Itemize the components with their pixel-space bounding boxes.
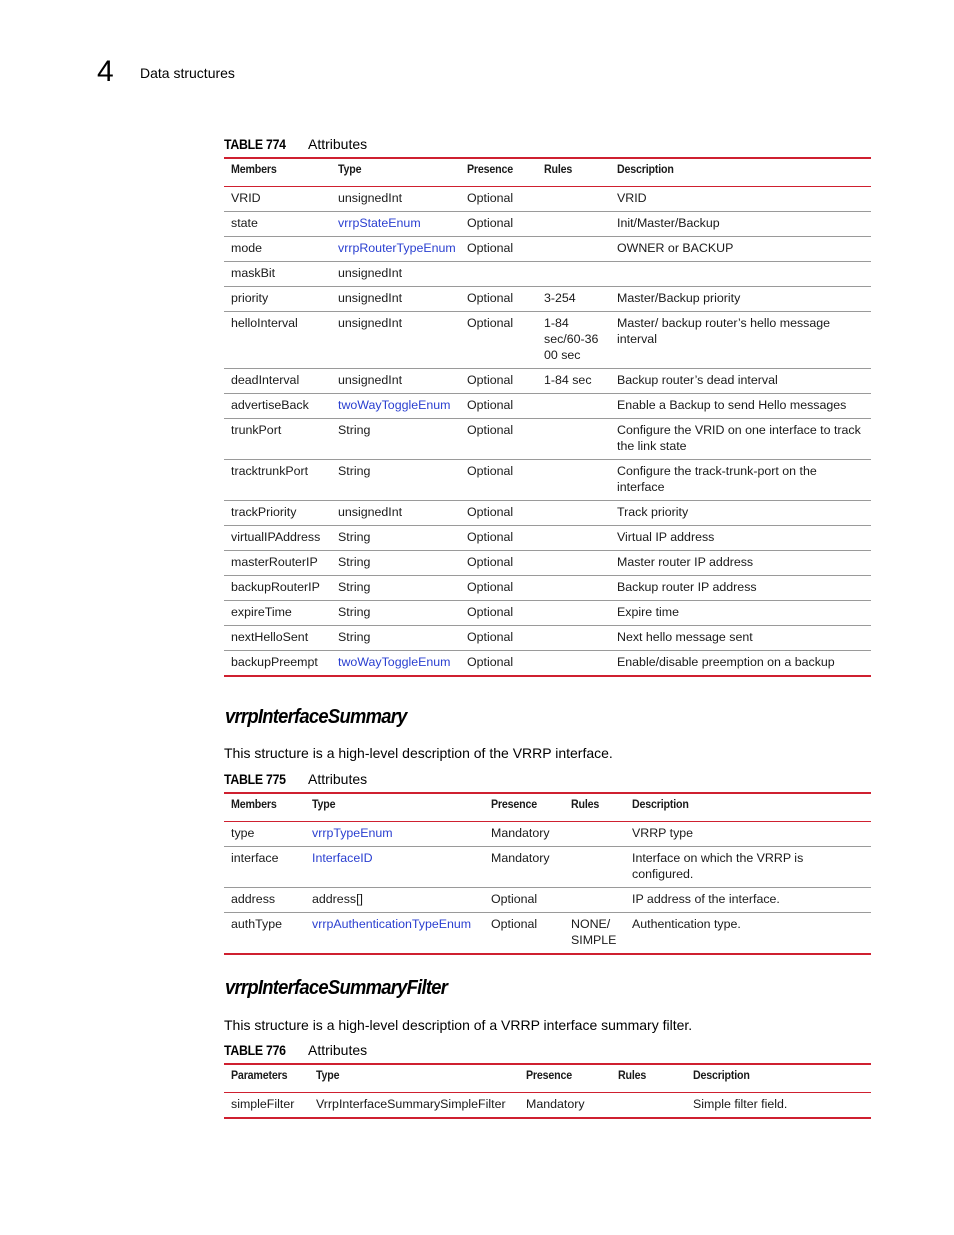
member-cell: address — [224, 888, 305, 913]
rules-cell: 3-254 — [537, 287, 610, 312]
column-header-label: Type — [316, 1068, 340, 1082]
presence-cell: Optional — [460, 526, 537, 551]
column-header-label: Description — [693, 1068, 750, 1082]
column-header-label: Members — [231, 162, 277, 176]
description-cell: Enable/disable preemption on a backup — [610, 651, 871, 677]
column-header — [331, 158, 460, 187]
rules-cell — [537, 187, 610, 212]
presence-cell: Optional — [460, 237, 537, 262]
member-cell: tracktrunkPort — [224, 460, 331, 501]
rules-cell — [537, 501, 610, 526]
table-row — [224, 526, 871, 551]
table-row — [224, 822, 871, 847]
column-header — [610, 158, 871, 187]
column-header — [611, 1064, 686, 1093]
member-cell: maskBit — [224, 262, 331, 287]
member-cell: trunkPort — [224, 419, 331, 460]
type-link[interactable]: twoWayToggleEnum — [338, 398, 451, 412]
description-cell: Next hello message sent — [610, 626, 871, 651]
column-header-label: Type — [312, 797, 336, 811]
type-cell: unsignedInt — [331, 501, 460, 526]
type-cell — [331, 394, 460, 419]
column-header-label: Description — [632, 797, 689, 811]
column-header — [305, 793, 484, 822]
type-link[interactable]: vrrpStateEnum — [338, 216, 421, 230]
presence-cell — [460, 262, 537, 287]
member-cell: backupRouterIP — [224, 576, 331, 601]
rules-cell: 1-84 sec — [537, 369, 610, 394]
table-label: TABLE 775 — [224, 771, 286, 787]
member-cell: virtualIPAddress — [224, 526, 331, 551]
member-cell: backupPreempt — [224, 651, 331, 677]
description-cell: Master/ backup router’s hello message interval — [610, 312, 871, 369]
table-header-row — [224, 1064, 871, 1093]
table-row — [224, 847, 871, 888]
description-cell: Expire time — [610, 601, 871, 626]
rules-cell — [537, 551, 610, 576]
type-cell: String — [331, 626, 460, 651]
type-cell — [331, 237, 460, 262]
type-link[interactable]: InterfaceID — [312, 851, 373, 865]
table-row — [224, 212, 871, 237]
description-cell: VRRP type — [625, 822, 871, 847]
member-cell: state — [224, 212, 331, 237]
type-cell: unsignedInt — [331, 262, 460, 287]
member-cell: type — [224, 822, 305, 847]
table-776 — [224, 1063, 871, 1119]
table-row — [224, 312, 871, 369]
table-header-row — [224, 158, 871, 187]
rules-cell — [537, 262, 610, 287]
section-intro-filter: This structure is a high-level description of a VRRP interface summary filter. — [224, 1017, 693, 1033]
description-cell: Master router IP address — [610, 551, 871, 576]
type-cell: String — [331, 551, 460, 576]
member-cell: mode — [224, 237, 331, 262]
type-cell: String — [331, 419, 460, 460]
presence-cell: Optional — [460, 212, 537, 237]
presence-cell: Optional — [460, 460, 537, 501]
presence-cell: Optional — [460, 287, 537, 312]
rules-cell — [537, 394, 610, 419]
presence-cell: Optional — [460, 394, 537, 419]
type-cell: String — [331, 460, 460, 501]
table-row — [224, 394, 871, 419]
presence-cell: Mandatory — [519, 1093, 611, 1119]
member-cell: helloInterval — [224, 312, 331, 369]
rules-cell — [564, 847, 625, 888]
presence-cell: Optional — [460, 419, 537, 460]
rules-cell — [537, 576, 610, 601]
column-header — [564, 793, 625, 822]
type-cell — [305, 847, 484, 888]
column-header — [519, 1064, 611, 1093]
rules-cell — [537, 212, 610, 237]
type-cell: address[] — [305, 888, 484, 913]
description-cell: Backup router IP address — [610, 576, 871, 601]
table-776-caption — [224, 1042, 367, 1058]
type-link[interactable]: vrrpRouterTypeEnum — [338, 241, 456, 255]
type-cell: unsignedInt — [331, 369, 460, 394]
table-header-row — [224, 793, 871, 822]
member-cell: VRID — [224, 187, 331, 212]
rules-cell — [564, 888, 625, 913]
column-header — [460, 158, 537, 187]
rules-cell — [564, 822, 625, 847]
table-row — [224, 501, 871, 526]
column-header-label: Rules — [571, 797, 600, 811]
table-caption: Attributes — [308, 136, 368, 152]
column-header-label: Type — [338, 162, 362, 176]
rules-cell — [537, 601, 610, 626]
description-cell: Master/Backup priority — [610, 287, 871, 312]
column-header — [537, 158, 610, 187]
table-775-caption — [224, 771, 367, 787]
column-header — [224, 793, 305, 822]
table-row — [224, 369, 871, 394]
type-cell: String — [331, 576, 460, 601]
presence-cell: Optional — [460, 626, 537, 651]
type-cell — [331, 212, 460, 237]
column-header — [224, 158, 331, 187]
table-caption: Attributes — [308, 771, 368, 787]
table-row — [224, 601, 871, 626]
column-header-label: Presence — [491, 797, 538, 811]
table-row — [224, 419, 871, 460]
member-cell: authType — [224, 913, 305, 955]
type-cell: unsignedInt — [331, 287, 460, 312]
column-header — [484, 793, 564, 822]
type-cell — [331, 651, 460, 677]
type-cell: VrrpInterfaceSummarySimpleFilter — [309, 1093, 519, 1119]
rules-cell — [537, 237, 610, 262]
presence-cell: Optional — [460, 312, 537, 369]
member-cell: priority — [224, 287, 331, 312]
rules-cell — [537, 626, 610, 651]
table-row — [224, 1093, 871, 1119]
table-row — [224, 287, 871, 312]
section-intro-summary: This structure is a high-level description of the VRRP interface. — [224, 745, 613, 761]
chapter-title: Data structures — [140, 65, 235, 81]
table-row — [224, 237, 871, 262]
table-row — [224, 913, 871, 955]
type-cell — [305, 822, 484, 847]
presence-cell: Optional — [460, 187, 537, 212]
rules-cell: 1-84 sec/60-36 00 sec — [537, 312, 610, 369]
rules-cell: NONE/ SIMPLE — [564, 913, 625, 955]
table-row — [224, 551, 871, 576]
presence-cell: Mandatory — [484, 847, 564, 888]
column-header-label: Rules — [544, 162, 573, 176]
table-row — [224, 576, 871, 601]
table-774 — [224, 157, 871, 677]
presence-cell: Mandatory — [484, 822, 564, 847]
rules-cell — [537, 526, 610, 551]
member-cell: simpleFilter — [224, 1093, 309, 1119]
presence-cell: Optional — [460, 369, 537, 394]
member-cell: trackPriority — [224, 501, 331, 526]
type-link[interactable]: twoWayToggleEnum — [338, 655, 451, 669]
column-header-label: Parameters — [231, 1068, 288, 1082]
type-cell: String — [331, 601, 460, 626]
presence-cell: Optional — [484, 913, 564, 955]
rules-cell — [537, 460, 610, 501]
member-cell: expireTime — [224, 601, 331, 626]
type-cell: unsignedInt — [331, 312, 460, 369]
description-cell: Simple filter field. — [686, 1093, 871, 1119]
member-cell: advertiseBack — [224, 394, 331, 419]
table-row — [224, 460, 871, 501]
table-label: TABLE 774 — [224, 136, 286, 152]
rules-cell — [537, 419, 610, 460]
presence-cell: Optional — [460, 551, 537, 576]
member-cell: interface — [224, 847, 305, 888]
type-cell — [305, 913, 484, 955]
description-cell: Interface on which the VRRP is configured. — [625, 847, 871, 888]
presence-cell: Optional — [484, 888, 564, 913]
chapter-number: 4 — [97, 55, 114, 88]
member-cell: deadInterval — [224, 369, 331, 394]
description-cell: Configure the track-trunk-port on the interface — [610, 460, 871, 501]
table-row — [224, 651, 871, 677]
type-link[interactable]: vrrpAuthenticationTypeEnum — [312, 917, 472, 931]
column-header — [625, 793, 871, 822]
column-header — [686, 1064, 871, 1093]
column-header — [224, 1064, 309, 1093]
member-cell: nextHelloSent — [224, 626, 331, 651]
type-cell: String — [331, 526, 460, 551]
type-link[interactable]: vrrpTypeEnum — [312, 826, 393, 840]
presence-cell: Optional — [460, 501, 537, 526]
rules-cell — [611, 1093, 686, 1119]
column-header — [309, 1064, 519, 1093]
description-cell: Backup router’s dead interval — [610, 369, 871, 394]
table-row — [224, 262, 871, 287]
section-heading-summary: vrrpInterfaceSummary — [225, 706, 407, 728]
description-cell — [610, 262, 871, 287]
table-row — [224, 187, 871, 212]
type-cell: unsignedInt — [331, 187, 460, 212]
description-cell: Configure the VRID on one interface to track the link state — [610, 419, 871, 460]
table-774-caption — [224, 136, 367, 152]
column-header-label: Members — [231, 797, 277, 811]
column-header-label: Description — [617, 162, 674, 176]
section-heading-filter: vrrpInterfaceSummaryFilter — [225, 977, 448, 999]
member-cell: masterRouterIP — [224, 551, 331, 576]
description-cell: Enable a Backup to send Hello messages — [610, 394, 871, 419]
description-cell: IP address of the interface. — [625, 888, 871, 913]
column-header-label: Presence — [526, 1068, 573, 1082]
table-label: TABLE 776 — [224, 1042, 286, 1058]
presence-cell: Optional — [460, 601, 537, 626]
description-cell: Track priority — [610, 501, 871, 526]
table-row — [224, 888, 871, 913]
table-row — [224, 626, 871, 651]
column-header-label: Rules — [618, 1068, 647, 1082]
column-header-label: Presence — [467, 162, 514, 176]
description-cell: Init/Master/Backup — [610, 212, 871, 237]
description-cell: VRID — [610, 187, 871, 212]
presence-cell: Optional — [460, 651, 537, 677]
description-cell: Authentication type. — [625, 913, 871, 955]
description-cell: Virtual IP address — [610, 526, 871, 551]
rules-cell — [537, 651, 610, 677]
description-cell: OWNER or BACKUP — [610, 237, 871, 262]
table-caption: Attributes — [308, 1042, 368, 1058]
table-775 — [224, 792, 871, 955]
presence-cell: Optional — [460, 576, 537, 601]
